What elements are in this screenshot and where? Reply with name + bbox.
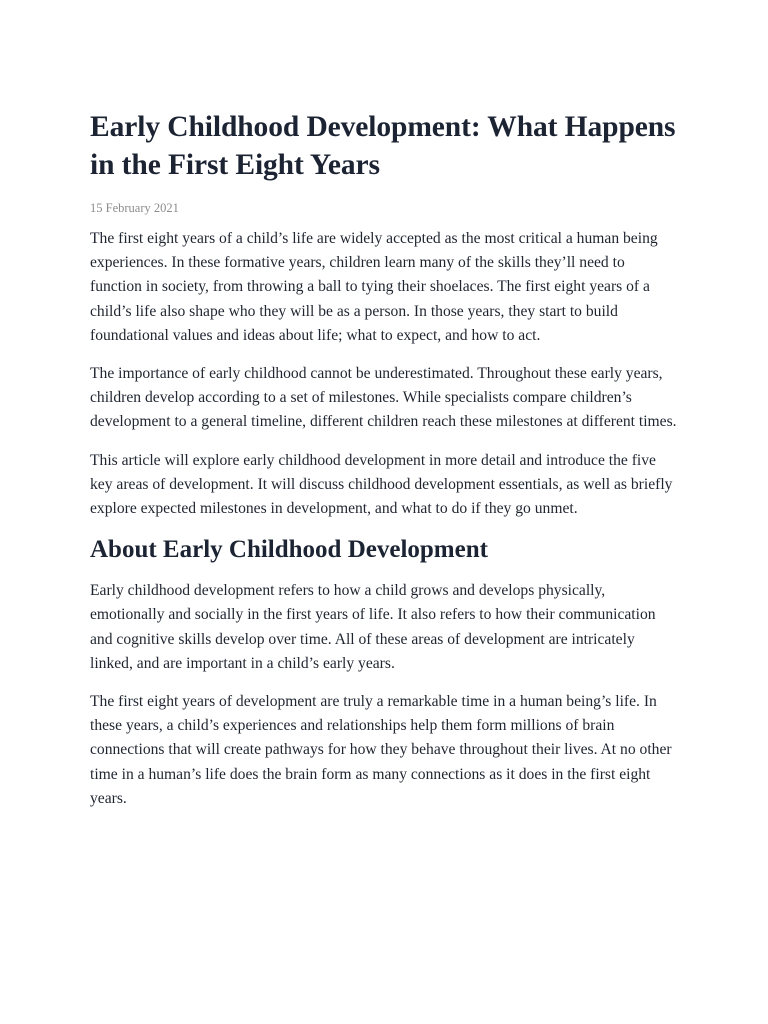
intro-paragraph-1: The first eight years of a child’s life are widely accepted as the most critical a human being experiences. In these formative years, children learn many of the skills they’ll need to function in society, from throwing a ball to tying their shoelaces. The first eight years of a child’s life also shape who they will be as a person. In those years, they start to build foundational values and ideas about life; what to expect, and how to act. xyxy=(90,230,658,344)
article-date: 15 February 2021 xyxy=(90,201,179,215)
article-title: Early Childhood Development: What Happens in the First Eight Years xyxy=(90,111,676,181)
section-paragraph-1: Early childhood development refers to how a child grows and develops physically, emotionally and socially in the first years of life. It also refers to how their communication and cognitive skills develop over time. All of these areas of development are intricately linked, and are important in a child’s early years. xyxy=(90,582,656,672)
section-paragraph-2: The first eight years of development are truly a remarkable time in a human being’s life. In these years, a child’s experiences and relationships help them form millions of brain connections that will create pathways for how they behave throughout their lives. At no other time in a human’s life does the brain form as many connections as it does in the first eight years. xyxy=(90,693,672,807)
section-heading: About Early Childhood Development xyxy=(90,536,488,564)
intro-paragraph-3: This article will explore early childhood development in more detail and introduce the five key areas of development. It will discuss childhood development essentials, as well as briefly explore expected milestones in development, and what to do if they go unmet. xyxy=(90,451,673,518)
intro-paragraph-2: The importance of early childhood cannot be underestimated. Throughout these early years, children develop according to a set of milestones. While specialists compare children’s development to a general timeline, different children reach these milestones at different times. xyxy=(90,365,677,431)
